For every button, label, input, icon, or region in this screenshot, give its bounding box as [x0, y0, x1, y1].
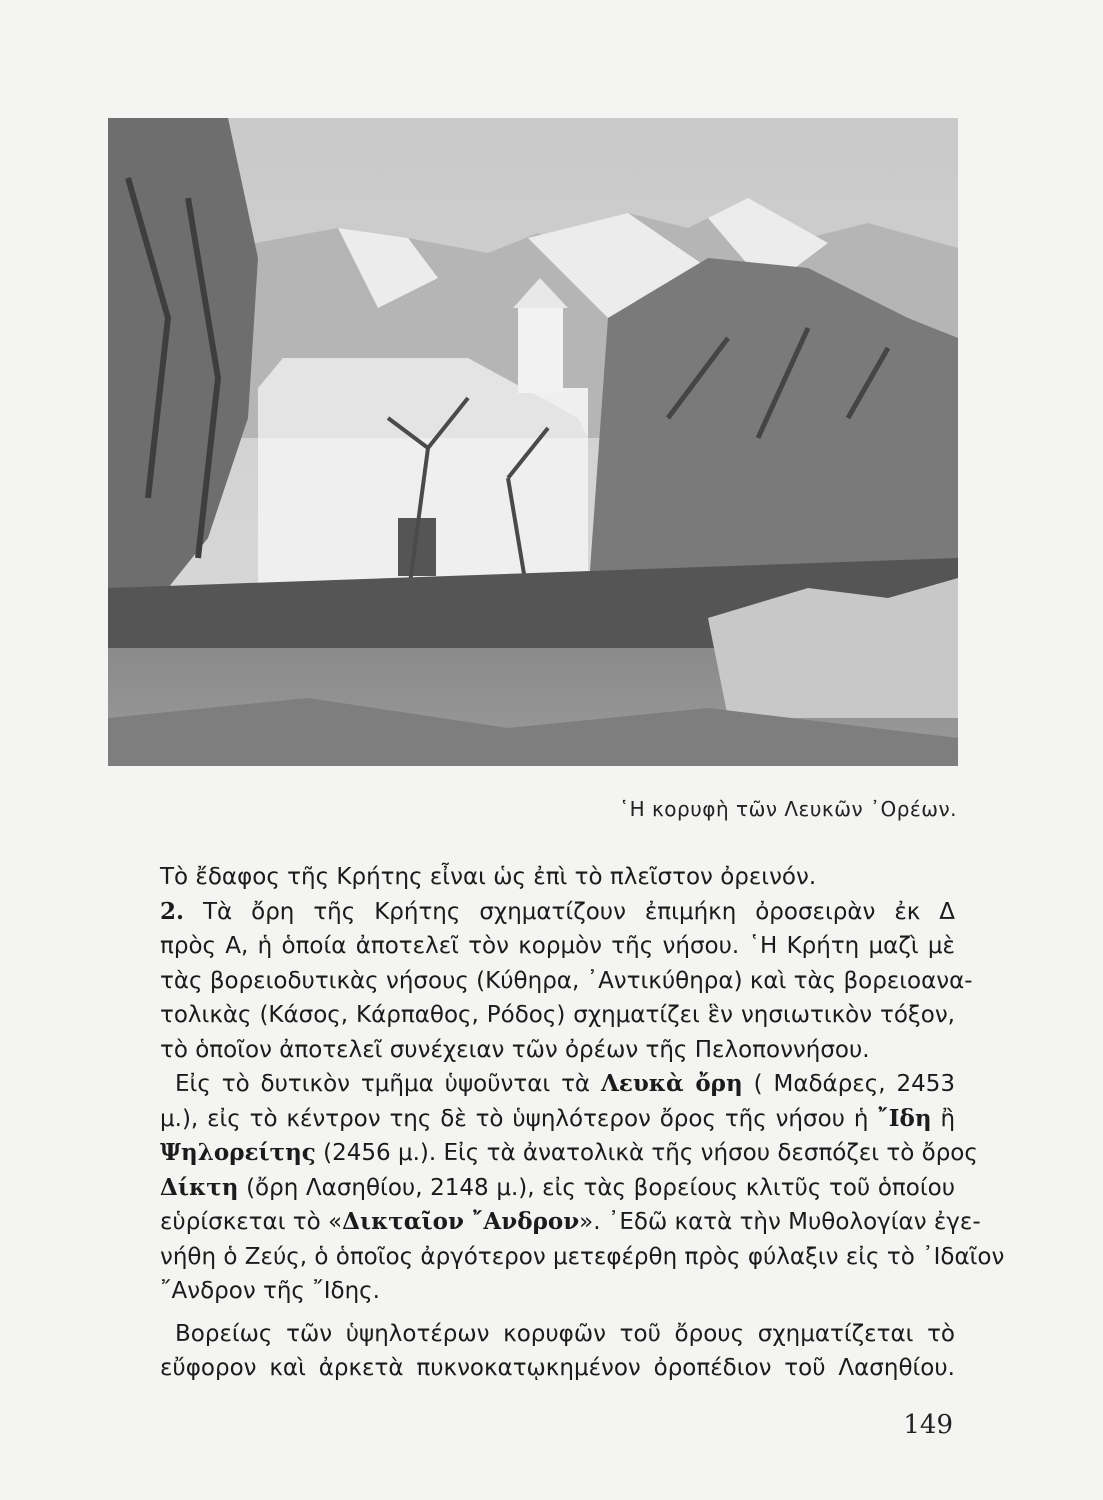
- paragraph-1: [160, 860, 955, 895]
- text-line: Βορείως τῶν ὑψηλοτέρων κορυφῶν τοῦ ὄρους σχηματίζεται τὸ: [175, 1320, 955, 1347]
- paragraph-3: [160, 1067, 1005, 1309]
- text-line: νήθη ὁ Ζεύς, ὁ ὁποῖος ἀργότερον μετεφέρθη πρὸς φύλαξιν εἰς τὸ ᾿Ιδαῖον: [160, 1243, 1005, 1270]
- cave-name: Δικταῖον ῎Ανδρον: [342, 1208, 580, 1235]
- text-span: ». ᾿Εδῶ κατὰ τὴν Μυθολογίαν ἐγε-: [579, 1209, 981, 1235]
- paragraph-2: [160, 895, 973, 1068]
- text-line: πρὸς Α, ἡ ὁποία ἀποτελεῖ τὸν κορμὸν τῆς νήσου. ῾Η Κρήτη μαζὶ μὲ: [160, 933, 955, 959]
- text-span: Εἰς τὸ δυτικὸν τμῆμα ὑψοῦνται τὰ: [175, 1071, 591, 1097]
- text-line: [160, 1067, 955, 1102]
- text-line: [160, 1136, 978, 1171]
- text-span: ἢ: [940, 1105, 956, 1132]
- mountain-name: ῎Ιδη: [877, 1104, 932, 1132]
- text-span: ( Μαδάρες, 2453: [753, 1071, 955, 1097]
- text-line: [160, 1205, 981, 1240]
- text-span: Τὰ ὄρη τῆς Κρήτης σχηματίζουν ἐπιμήκη ὀροσειρὰν ἐκ Δ: [202, 898, 955, 925]
- text-line: τὸ ὁποῖον ἀποτελεῖ συνέχειαν τῶν ὀρέων τῆς Πελοποννήσου.: [160, 1036, 870, 1063]
- mountain-name: Ψηλορείτης: [160, 1139, 316, 1166]
- text-span: (2456 μ.). Εἰς τὰ ἀνατολικὰ τῆς νήσου δεσπόζει τὸ ὄρος: [323, 1140, 978, 1166]
- text-line: ῎Ανδρον τῆς ῎Ιδης.: [160, 1278, 380, 1304]
- text-line: [160, 895, 955, 930]
- mountain-name: Λευκὰ ὄρη: [601, 1070, 743, 1097]
- text-line: [160, 1102, 955, 1137]
- mountain-name: Δίκτη: [160, 1173, 239, 1201]
- text-line: εὔφορον καὶ ἀρκετὰ πυκνοκατῳκημένον ὀροπέδιον τοῦ Λασηθίου.: [160, 1355, 955, 1381]
- text-span: (ὄρη Λασηθίου, 2148 μ.), εἰς τὰς βορείους κλιτῦς τοῦ ὁποίου: [246, 1174, 955, 1201]
- page-number: 149: [903, 1410, 953, 1440]
- paragraph-4: [160, 1317, 955, 1386]
- photo-caption: ῾Η κορυφὴ τῶν Λευκῶν ᾿Ορέων.: [619, 797, 957, 821]
- body-text: [160, 860, 1005, 1386]
- paragraph-number: 2.: [160, 897, 185, 925]
- text-line: [160, 1171, 955, 1206]
- photo-illustration: [108, 118, 958, 766]
- chapel-mountains-photo: [108, 118, 958, 766]
- text-line: τὰς βορειοδυτικὰς νήσους (Κύθηρα, ᾿Αντικύθηρα) καὶ τὰς βορειοανα-: [160, 967, 973, 994]
- text-line: τολικὰς (Κάσος, Κάρπαθος, Ρόδος) σχηματίζει ἓν νησιωτικὸν τόξον,: [160, 1002, 955, 1028]
- text-span: εὑρίσκεται τὸ «: [160, 1209, 343, 1235]
- text-line: Τὸ ἔδαφος τῆς Κρήτης εἶναι ὡς ἐπὶ τὸ πλεῖστον ὀρεινόν.: [160, 864, 817, 890]
- text-span: μ.), εἰς τὸ κέντρον της δὲ τὸ ὑψηλότερον ὄρος τῆς νήσου ἡ: [160, 1105, 869, 1132]
